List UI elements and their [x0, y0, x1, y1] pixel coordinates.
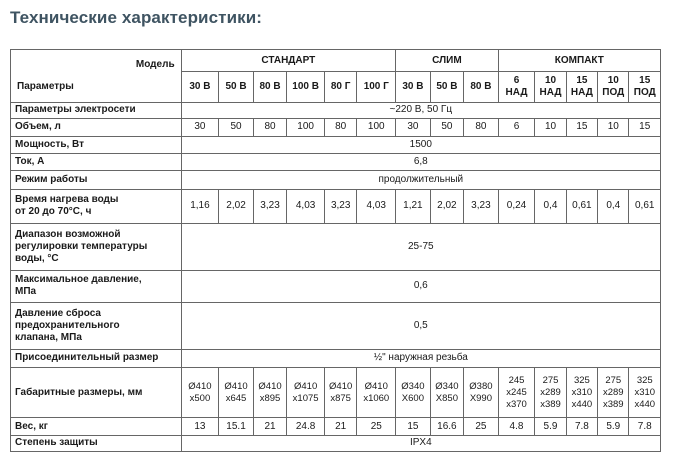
weight-value-cell: 15: [396, 418, 431, 435]
heating-value-cell: 0,24: [498, 189, 535, 223]
value-mode: продолжительный: [181, 171, 660, 189]
group-compact: КОМПАКТ: [498, 50, 660, 72]
value-max-pressure: 0,6: [181, 270, 660, 302]
page-title: Технические характеристики:: [10, 8, 263, 27]
row-label-connection: Присоединительный размер: [11, 349, 182, 367]
weight-value-cell: 15.1: [219, 418, 254, 435]
weight-value-cell: 25: [464, 418, 499, 435]
model-cell: 80 Г: [324, 72, 356, 102]
model-cell: 15 ПОД: [629, 72, 661, 102]
row-label-heating: Время нагрева воды от 20 до 70°С, ч: [11, 189, 182, 223]
model-cell: 50 В: [430, 72, 463, 102]
value-protection: IPX4: [181, 435, 660, 451]
weight-value-cell: 5.9: [535, 418, 566, 435]
dimensions-value-cell: 245 х245 х370: [498, 367, 535, 418]
params-header: Параметры: [17, 80, 74, 92]
heating-value-cell: 4,03: [287, 189, 325, 223]
heating-value-cell: 2,02: [430, 189, 463, 223]
weight-value-cell: 7.8: [629, 418, 661, 435]
value-current: 6,8: [181, 154, 660, 171]
volume-value-cell: 50: [219, 118, 254, 136]
model-cell: 15 НАД: [566, 72, 597, 102]
volume-value-cell: 50: [430, 118, 463, 136]
weight-value-cell: 4.8: [498, 418, 535, 435]
value-power: 1500: [181, 137, 660, 154]
row-label-protection: Степень защиты: [11, 435, 182, 451]
weight-value-cell: 24.8: [287, 418, 325, 435]
row-label-weight: Вес, кг: [11, 418, 182, 435]
volume-value-cell: 10: [598, 118, 629, 136]
model-cell: 80 В: [464, 72, 499, 102]
model-cell: 80 В: [253, 72, 286, 102]
row-label-relief: Давление сброса предохранительного клапана, МПа: [11, 303, 182, 350]
volume-value-cell: 80: [324, 118, 356, 136]
row-label-network: Параметры электросети: [11, 102, 182, 118]
row-label-current: Ток, А: [11, 154, 182, 171]
row-label-dimensions: Габаритные размеры, мм: [11, 367, 182, 418]
dimensions-value-cell: Ø410 х500: [181, 367, 219, 418]
heating-value-cell: 3,23: [253, 189, 286, 223]
model-cell: 30 В: [181, 72, 219, 102]
heating-value-cell: 1,16: [181, 189, 219, 223]
weight-value-cell: 25: [357, 418, 396, 435]
weight-value-cell: 16.6: [430, 418, 463, 435]
weight-value-cell: 7.8: [566, 418, 597, 435]
heating-value-cell: 0,61: [566, 189, 597, 223]
heating-value-cell: 3,23: [464, 189, 499, 223]
volume-value-cell: 100: [357, 118, 396, 136]
row-label-range: Диапазон возможной регулировки температуры воды, °С: [11, 224, 182, 271]
value-range: 25-75: [181, 224, 660, 271]
row-label-max-pressure: Максимальное давление, МПа: [11, 270, 182, 302]
dimensions-value-cell: 275 х289 х389: [535, 367, 566, 418]
value-relief: 0,5: [181, 303, 660, 350]
row-label-volume: Объем, л: [11, 118, 182, 136]
dimensions-value-cell: Ø410 х645: [219, 367, 254, 418]
volume-value-cell: 6: [498, 118, 535, 136]
model-cell: 6 НАД: [498, 72, 535, 102]
dimensions-value-cell: Ø340 X600: [396, 367, 431, 418]
value-connection: ½" наружная резьба: [181, 349, 660, 367]
row-label-power: Мощность, Вт: [11, 137, 182, 154]
heating-value-cell: 4,03: [357, 189, 396, 223]
weight-value-cell: 5.9: [598, 418, 629, 435]
volume-value-cell: 15: [629, 118, 661, 136]
dimensions-value-cell: Ø410 х1060: [357, 367, 396, 418]
heating-value-cell: 2,02: [219, 189, 254, 223]
model-cell: 100 Г: [357, 72, 396, 102]
group-slim: СЛИМ: [396, 50, 499, 72]
model-cell: 10 ПОД: [598, 72, 629, 102]
volume-value-cell: 10: [535, 118, 566, 136]
model-cell: 10 НАД: [535, 72, 566, 102]
heating-value-cell: 0,4: [598, 189, 629, 223]
weight-value-cell: 21: [253, 418, 286, 435]
volume-value-cell: 15: [566, 118, 597, 136]
volume-value-cell: 80: [253, 118, 286, 136]
value-network: ~220 В, 50 Гц: [181, 102, 660, 118]
model-cell: 30 В: [396, 72, 431, 102]
dimensions-value-cell: 275 х289 х389: [598, 367, 629, 418]
dimensions-value-cell: 325 х310 х440: [629, 367, 661, 418]
heating-value-cell: 0,61: [629, 189, 661, 223]
dimensions-value-cell: Ø380 X990: [464, 367, 499, 418]
row-label-mode: Режим работы: [11, 171, 182, 189]
heating-value-cell: 3,23: [324, 189, 356, 223]
dimensions-value-cell: Ø340 X850: [430, 367, 463, 418]
volume-value-cell: 100: [287, 118, 325, 136]
heating-value-cell: 0,4: [535, 189, 566, 223]
model-cell: 50 В: [219, 72, 254, 102]
model-cell: 100 В: [287, 72, 325, 102]
weight-value-cell: 21: [324, 418, 356, 435]
dimensions-value-cell: Ø410 х875: [324, 367, 356, 418]
heating-value-cell: 1,21: [396, 189, 431, 223]
header-corner-cell: [11, 50, 182, 103]
model-header: Модель: [135, 59, 175, 70]
dimensions-value-cell: Ø410 х1075: [287, 367, 325, 418]
volume-value-cell: 80: [464, 118, 499, 136]
weight-value-cell: 13: [181, 418, 219, 435]
dimensions-value-cell: Ø410 х895: [253, 367, 286, 418]
spec-table: [10, 49, 661, 452]
volume-value-cell: 30: [181, 118, 219, 136]
group-standard: СТАНДАРТ: [181, 50, 396, 72]
volume-value-cell: 30: [396, 118, 431, 136]
dimensions-value-cell: 325 х310 х440: [566, 367, 597, 418]
